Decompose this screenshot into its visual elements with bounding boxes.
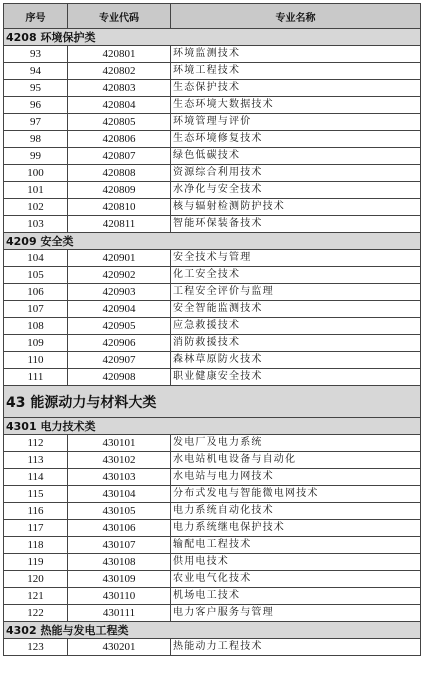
serial-number-cell: 108 <box>4 318 68 335</box>
major-code-cell: 420808 <box>68 165 171 182</box>
table-row <box>4 148 421 165</box>
table-row <box>4 554 421 571</box>
serial-number-cell: 110 <box>4 352 68 369</box>
table-row <box>4 352 421 369</box>
major-code-cell: 420803 <box>68 80 171 97</box>
major-name-cell: 森林草原防火技术 <box>171 352 421 369</box>
major-name-cell: 核与辐射检测防护技术 <box>171 199 421 216</box>
major-name-cell: 农业电气化技术 <box>171 571 421 588</box>
header-major-code: 专业代码 <box>68 4 171 29</box>
serial-number-cell: 99 <box>4 148 68 165</box>
table-row <box>4 114 421 131</box>
table-row <box>4 165 421 182</box>
serial-number-cell: 96 <box>4 97 68 114</box>
major-name-cell: 环境工程技术 <box>171 63 421 80</box>
major-code-cell: 430102 <box>68 452 171 469</box>
serial-number-cell: 120 <box>4 571 68 588</box>
table-row <box>4 131 421 148</box>
major-code-cell: 420906 <box>68 335 171 352</box>
subcategory-heading: 4301 电力技术类 <box>4 418 421 435</box>
major-code-cell: 420801 <box>68 46 171 63</box>
major-name-cell: 输配电工程技术 <box>171 537 421 554</box>
serial-number-cell: 123 <box>4 639 68 656</box>
major-code-cell: 420807 <box>68 148 171 165</box>
major-name-cell: 绿色低碳技术 <box>171 148 421 165</box>
major-name-cell: 安全技术与管理 <box>171 250 421 267</box>
serial-number-cell: 95 <box>4 80 68 97</box>
major-code-cell: 420802 <box>68 63 171 80</box>
table-row <box>4 63 421 80</box>
major-name-cell: 环境管理与评价 <box>171 114 421 131</box>
header-serial-number: 序号 <box>4 4 68 29</box>
serial-number-cell: 106 <box>4 284 68 301</box>
major-code-cell: 430108 <box>68 554 171 571</box>
major-name-cell: 生态环境大数据技术 <box>171 97 421 114</box>
subcategory-heading-row <box>4 622 421 639</box>
table-row <box>4 80 421 97</box>
table-row <box>4 318 421 335</box>
major-code-cell: 420804 <box>68 97 171 114</box>
major-name-cell: 工程安全评价与监理 <box>171 284 421 301</box>
major-code-cell: 420907 <box>68 352 171 369</box>
serial-number-cell: 118 <box>4 537 68 554</box>
serial-number-cell: 94 <box>4 63 68 80</box>
table-row <box>4 503 421 520</box>
serial-number-cell: 93 <box>4 46 68 63</box>
major-code-cell: 430110 <box>68 588 171 605</box>
subcategory-heading: 4209 安全类 <box>4 233 421 250</box>
serial-number-cell: 104 <box>4 250 68 267</box>
major-code-cell: 420901 <box>68 250 171 267</box>
major-code-cell: 430101 <box>68 435 171 452</box>
table-row <box>4 335 421 352</box>
major-code-cell: 420806 <box>68 131 171 148</box>
major-name-cell: 水净化与安全技术 <box>171 182 421 199</box>
table-row <box>4 216 421 233</box>
major-code-cell: 430103 <box>68 469 171 486</box>
serial-number-cell: 97 <box>4 114 68 131</box>
table-row <box>4 605 421 622</box>
major-name-cell: 发电厂及电力系统 <box>171 435 421 452</box>
table-row <box>4 639 421 656</box>
major-name-cell: 生态保护技术 <box>171 80 421 97</box>
table-row <box>4 46 421 63</box>
major-name-cell: 消防救援技术 <box>171 335 421 352</box>
major-name-cell: 电力系统自动化技术 <box>171 503 421 520</box>
major-name-cell: 供用电技术 <box>171 554 421 571</box>
major-name-cell: 电力客户服务与管理 <box>171 605 421 622</box>
table-row <box>4 199 421 216</box>
subcategory-heading: 4302 热能与发电工程类 <box>4 622 421 639</box>
table-row <box>4 369 421 386</box>
major-catalog-table <box>3 3 421 656</box>
table-row <box>4 452 421 469</box>
category-heading-row <box>4 386 421 418</box>
serial-number-cell: 111 <box>4 369 68 386</box>
major-code-cell: 430104 <box>68 486 171 503</box>
serial-number-cell: 103 <box>4 216 68 233</box>
table-body <box>4 29 421 656</box>
major-code-cell: 420810 <box>68 199 171 216</box>
table-row <box>4 267 421 284</box>
major-code-cell: 420903 <box>68 284 171 301</box>
major-name-cell: 热能动力工程技术 <box>171 639 421 656</box>
major-name-cell: 应急救援技术 <box>171 318 421 335</box>
major-code-cell: 430107 <box>68 537 171 554</box>
serial-number-cell: 112 <box>4 435 68 452</box>
subcategory-heading: 4208 环境保护类 <box>4 29 421 46</box>
major-name-cell: 分布式发电与智能微电网技术 <box>171 486 421 503</box>
serial-number-cell: 114 <box>4 469 68 486</box>
serial-number-cell: 107 <box>4 301 68 318</box>
major-code-cell: 420904 <box>68 301 171 318</box>
subcategory-heading-row <box>4 418 421 435</box>
table-row <box>4 182 421 199</box>
major-code-cell: 420811 <box>68 216 171 233</box>
table-row <box>4 520 421 537</box>
table-header <box>4 4 421 29</box>
table-row <box>4 588 421 605</box>
major-name-cell: 资源综合利用技术 <box>171 165 421 182</box>
major-code-cell: 430111 <box>68 605 171 622</box>
serial-number-cell: 105 <box>4 267 68 284</box>
major-code-cell: 430201 <box>68 639 171 656</box>
major-name-cell: 环境监测技术 <box>171 46 421 63</box>
table-row <box>4 435 421 452</box>
header-major-name: 专业名称 <box>171 4 421 29</box>
serial-number-cell: 116 <box>4 503 68 520</box>
table-row <box>4 97 421 114</box>
serial-number-cell: 102 <box>4 199 68 216</box>
major-code-cell: 420902 <box>68 267 171 284</box>
table-row <box>4 469 421 486</box>
category-heading: 43 能源动力与材料大类 <box>4 386 421 418</box>
serial-number-cell: 98 <box>4 131 68 148</box>
serial-number-cell: 119 <box>4 554 68 571</box>
major-name-cell: 电力系统继电保护技术 <box>171 520 421 537</box>
major-code-cell: 420908 <box>68 369 171 386</box>
serial-number-cell: 122 <box>4 605 68 622</box>
table-row <box>4 284 421 301</box>
major-name-cell: 机场电工技术 <box>171 588 421 605</box>
major-code-cell: 420809 <box>68 182 171 199</box>
major-code-cell: 430105 <box>68 503 171 520</box>
serial-number-cell: 117 <box>4 520 68 537</box>
serial-number-cell: 100 <box>4 165 68 182</box>
major-code-cell: 430109 <box>68 571 171 588</box>
major-name-cell: 水电站机电设备与自动化 <box>171 452 421 469</box>
serial-number-cell: 101 <box>4 182 68 199</box>
major-name-cell: 化工安全技术 <box>171 267 421 284</box>
subcategory-heading-row <box>4 29 421 46</box>
subcategory-heading-row <box>4 233 421 250</box>
table-row <box>4 571 421 588</box>
table-row <box>4 301 421 318</box>
major-code-cell: 420905 <box>68 318 171 335</box>
major-code-cell: 430106 <box>68 520 171 537</box>
table-row <box>4 486 421 503</box>
table-row <box>4 537 421 554</box>
major-name-cell: 智能环保装备技术 <box>171 216 421 233</box>
major-code-cell: 420805 <box>68 114 171 131</box>
table-row <box>4 250 421 267</box>
major-name-cell: 生态环境修复技术 <box>171 131 421 148</box>
serial-number-cell: 121 <box>4 588 68 605</box>
serial-number-cell: 109 <box>4 335 68 352</box>
major-name-cell: 职业健康安全技术 <box>171 369 421 386</box>
major-name-cell: 安全智能监测技术 <box>171 301 421 318</box>
major-name-cell: 水电站与电力网技术 <box>171 469 421 486</box>
serial-number-cell: 113 <box>4 452 68 469</box>
serial-number-cell: 115 <box>4 486 68 503</box>
